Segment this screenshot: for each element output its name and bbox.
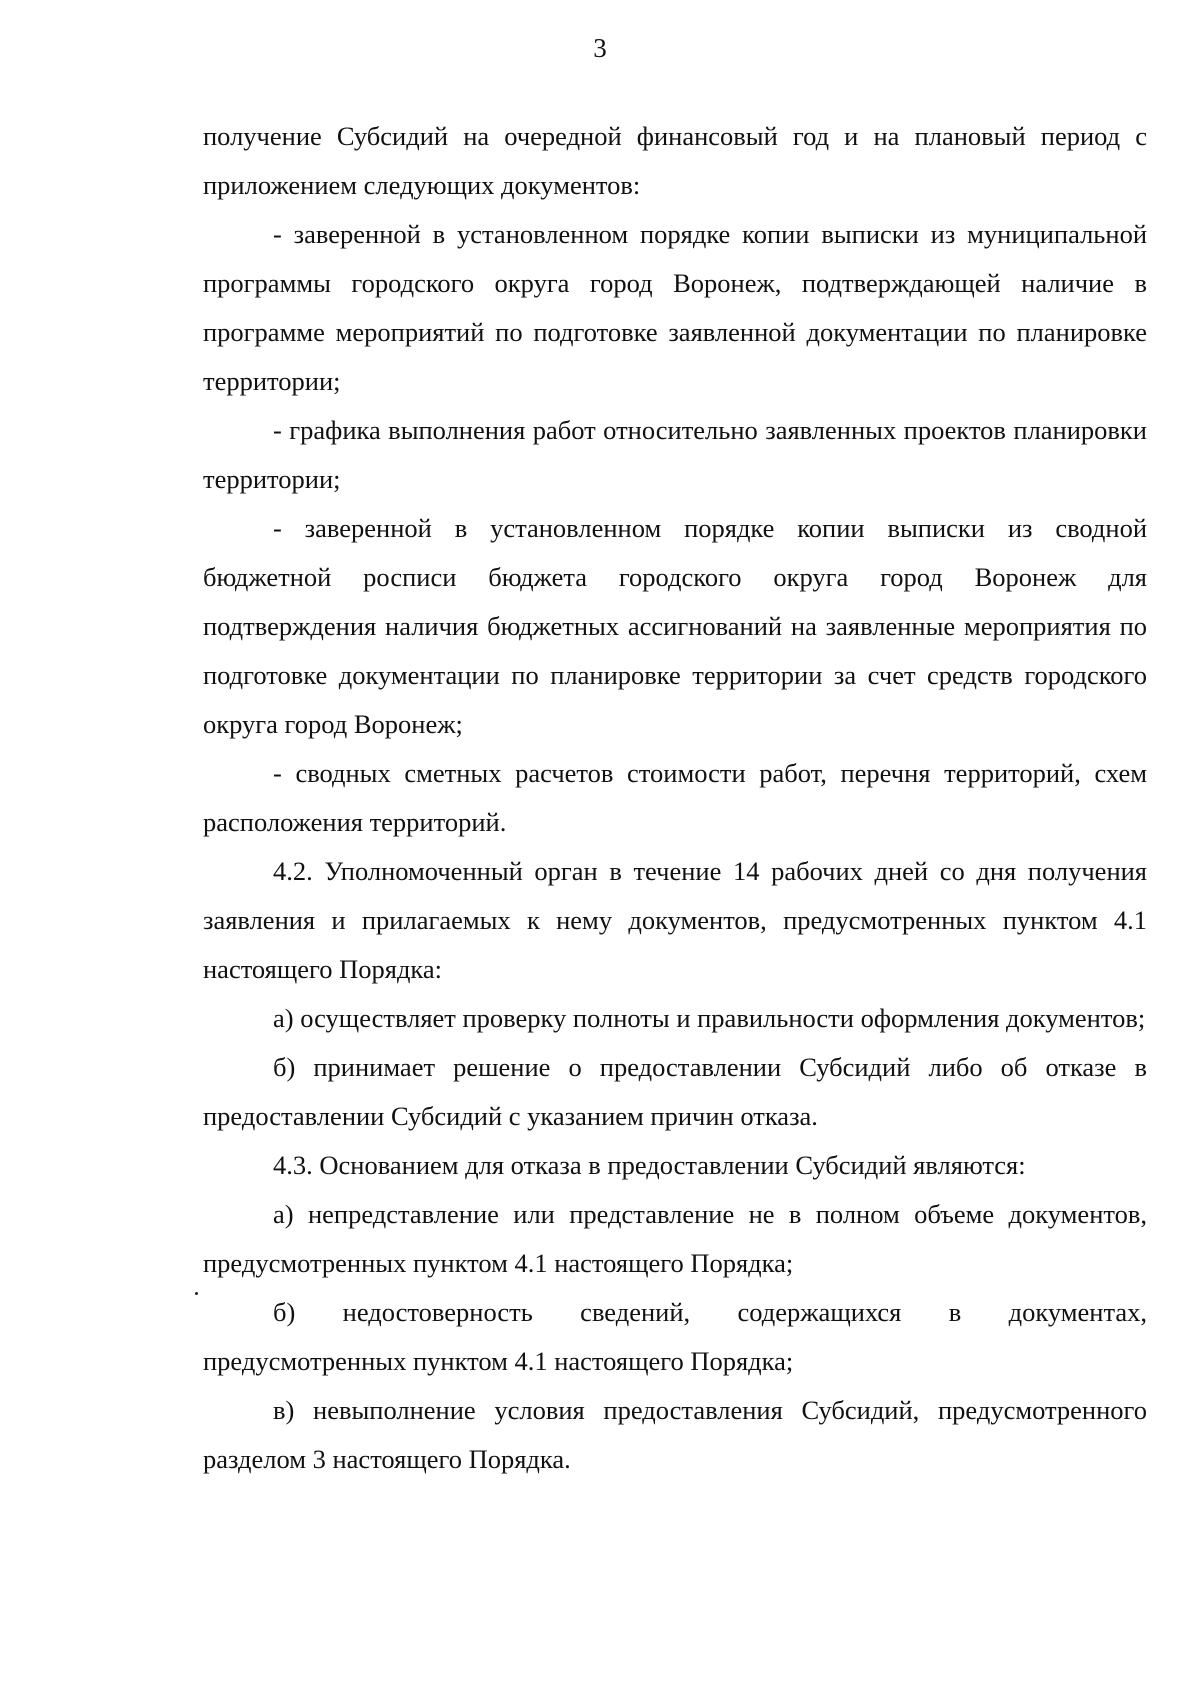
document-body [203, 112, 1147, 1484]
clause-4-3-v: в) невыполнение условия предоставления Субсидий, предусмотренного разделом 3 настоящего Порядка. [203, 1395, 1147, 1474]
paragraph-continuation: получение Субсидий на очередной финансовый год и на плановый период с приложением следующих документов: [203, 121, 1147, 200]
page-number: 3 [593, 33, 607, 63]
clause-4-3-a: а) непредставление или представление не в полном объеме документов, предусмотренных пунктом 4.1 настоящего Порядка; [203, 1199, 1147, 1278]
clause-4-3-b: б) недостоверность сведений, содержащихся в документах, предусмотренных пунктом 4.1 настоящего Порядка; [203, 1297, 1147, 1376]
list-item-budget-extract: - заверенной в установленном порядке копии выписки из сводной бюджетной росписи бюджета городского округа город Воронеж для подтверждения наличия бюджетных ассигнований на заявленные мероприятия по подготовке документации по планировке территории за счет средств городского округа город Воронеж; [203, 513, 1147, 739]
clause-4-2-b: б) принимает решение о предоставлении Субсидий либо об отказе в предоставлении Субсидий с указанием причин отказа. [203, 1052, 1147, 1131]
list-item-program-extract: - заверенной в установленном порядке копии выписки из муниципальной программы городского округа город Воронеж, подтверждающей наличие в программе мероприятий по подготовке заявленной документации по планировке территории; [203, 219, 1147, 396]
clause-4-2: 4.2. Уполномоченный орган в течение 14 рабочих дней со дня получения заявления и прилагаемых к нему документов, предусмотренных пунктом 4.1 настоящего Порядка: [203, 856, 1147, 984]
clause-4-2-a: а) осуществляет проверку полноты и правильности оформления документов; [273, 1003, 1146, 1033]
clause-4-3: 4.3. Основанием для отказа в предоставлении Субсидий являются: [273, 1150, 1026, 1180]
list-item-cost-estimates: - сводных сметных расчетов стоимости работ, перечня территорий, схем расположения территорий. [203, 758, 1147, 837]
list-item-work-schedule: - графика выполнения работ относительно заявленных проектов планировки территории; [203, 415, 1147, 494]
scan-artifact-dot [195, 1292, 198, 1295]
